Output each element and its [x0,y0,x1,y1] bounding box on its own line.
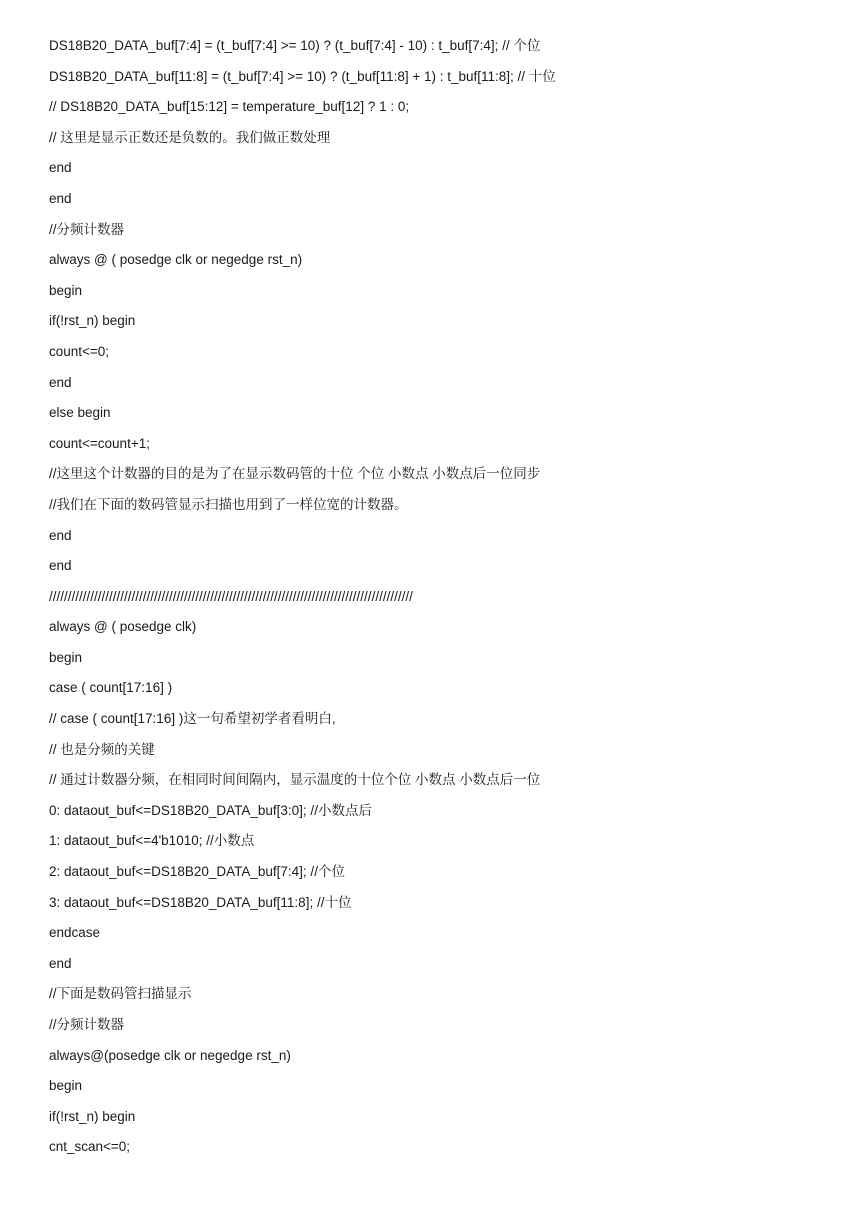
code-line: if(!rst_n) begin [49,1108,136,1124]
code-line: begin [49,282,83,298]
code-line: // 也是分频的关键 [49,741,155,757]
code-line: case ( count[17:16] ) [49,680,173,696]
code-line: DS18B20_DATA_buf[11:8] = (t_buf[7:4] >= 10) ? (t_buf[11:8] + 1) : t_buf[11:8]; // 十位 [49,68,556,84]
code-line: ///////////////////////////////////////////////////////////////////////////////////////////////// [49,588,413,604]
code-listing [49,36,556,1168]
code-line: end [49,558,72,574]
code-line: 3: dataout_buf<=DS18B20_DATA_buf[11:8]; //十位 [49,894,352,910]
code-line: // DS18B20_DATA_buf[15:12] = temperature_buf[12] ? 1 : 0; [49,99,410,115]
code-line: // 这里是显示正数还是负数的。我们做正数处理 [49,129,331,145]
code-line: cnt_scan<=0; [49,1139,131,1155]
code-line: //分频计数器 [49,1017,125,1032]
code-line: end [49,527,72,543]
code-line: // 通过计数器分频，在相同时间间隔内，显示温度的十位个位 小数点 小数点后一位 [49,772,541,788]
code-line: //我们在下面的数码管显示扫描也用到了一样位宽的计数器。 [49,496,408,512]
code-line: if(!rst_n) begin [49,313,136,329]
code-line: end [49,160,72,176]
code-line: end [49,955,72,971]
code-line: 0: dataout_buf<=DS18B20_DATA_buf[3:0]; //小数点后 [49,802,372,818]
code-line: always @ ( posedge clk) [49,619,197,635]
code-line: end [49,374,72,390]
code-line: //分频计数器 [49,221,125,237]
code-line: //下面是数码管扫描显示 [49,986,192,1002]
code-line: begin [49,649,83,665]
code-line: else begin [49,405,111,421]
code-line: 2: dataout_buf<=DS18B20_DATA_buf[7:4]; //个位 [49,864,345,880]
code-line: // case ( count[17:16] )这一句希望初学者看明白, [49,711,336,727]
code-line: always @ ( posedge clk or negedge rst_n) [49,252,303,268]
code-line: endcase [49,925,101,941]
code-line: //这里这个计数器的目的是为了在显示数码管的十位 个位 小数点 小数点后一位同步 [49,466,541,482]
code-line: count<=0; [49,343,110,359]
code-line: DS18B20_DATA_buf[7:4] = (t_buf[7:4] >= 10) ? (t_buf[7:4] - 10) : t_buf[7:4]; // 个位 [49,38,541,53]
code-line: 1: dataout_buf<=4'b1010; //小数点 [49,833,255,849]
code-line: end [49,190,72,206]
code-line: count<=count+1; [49,435,150,451]
code-line: begin [49,1078,83,1094]
code-line: always@(posedge clk or negedge rst_n) [49,1047,291,1063]
